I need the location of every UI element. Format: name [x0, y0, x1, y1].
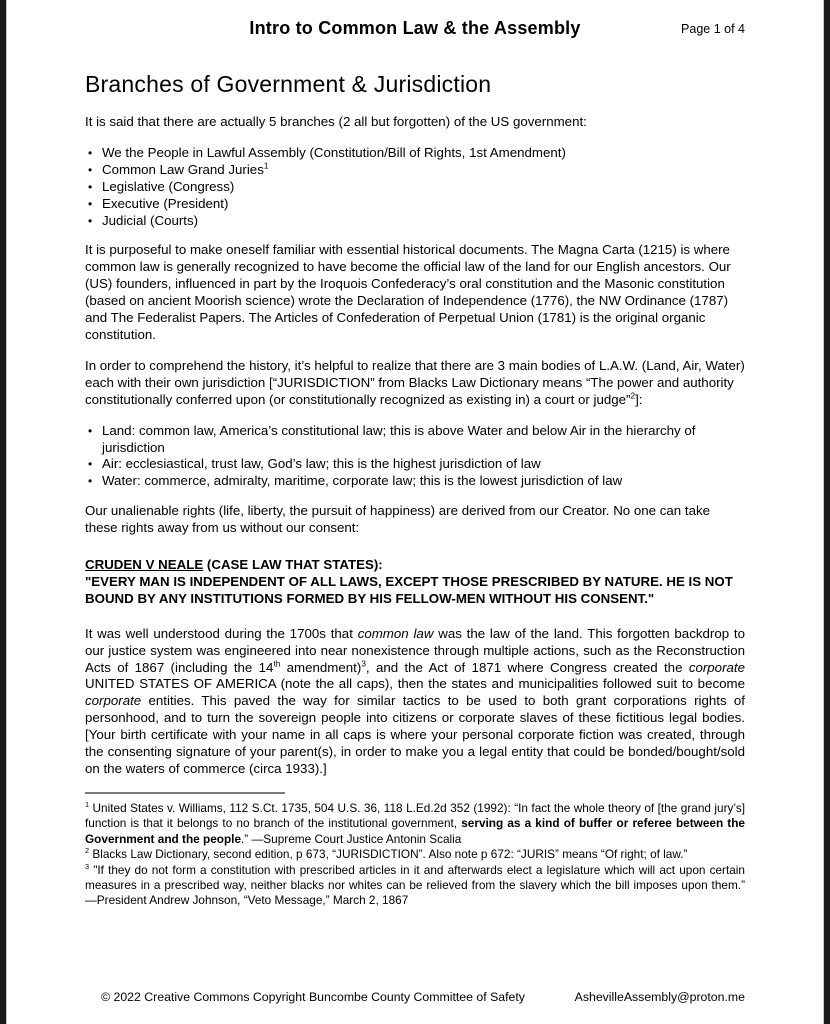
rights-paragraph: Our unalienable rights (life, liberty, the pursuit of happiness) are derived from our Creator. No one can take these rights away from us without our consent:	[85, 503, 711, 536]
list-item-branch: • Executive (President)	[85, 196, 745, 213]
document-footer	[101, 990, 745, 1004]
list-item-branch: • We the People in Lawful Assembly (Constitution/Bill of Rights, 1st Amendment)	[85, 145, 745, 162]
footnote-3: $^3$ "If they do not form a constitution with prescribed articles in it and afterwards elect a legislature which will act upon certain measures in a prescribed way, neither blacks nor whites can be relieved from the slavery which the bill imposes upon them.” —President Andrew Johnson, “Veto Message,” March 2, 1867	[85, 861, 745, 908]
list-item-branch: • Judicial (Courts)	[85, 213, 745, 230]
list-item-water: • Water: commerce, admiralty, maritime, corporate law; this is the lowest jurisdiction of law	[85, 473, 745, 490]
page-indicator: Page 1 of 4	[681, 22, 745, 36]
document-header	[85, 18, 745, 39]
common-law-1700s-paragraph: It was well understood during the 1700s that common law was the law of the land. This forgotten backdrop to our justice system was engineered into near nonexistence through multiple actions, such as the Reconstruction Acts of 1867 (including the 14th amendment)$^3$, and the Act of 1871 where Congress created the corporate UNITED STATES OF AMERICA (note the all caps), then the states and municipalities followed suit to become corporate entities. This paved the way for similar tactics to be used to both grant corporations rights of personhood, and to turn the sovereign people into citizens or corporate slaves of these fictitious legal bodies. [Your birth certificate with your name in all caps is where your personal corporate fiction was created, through the consenting signature of your parent(s), in order to make you a legal entity that could be bonded/bought/sold on the waters of commerce (circa 1933).]	[85, 625, 745, 776]
history-paragraph: It is purposeful to make oneself familiar with essential historical documents. The Magna Carta (1215) is where common law is generally recognized to have become the official law of the land for our English ancestors. Our (US) founders, influenced in part by the Iroquois Confederacy’s oral constitution and the Masonic constitution (based on ancient Moorish science) wrote the Declaration of Independence (1776), the NW Ordinance (1787) and The Federalist Papers. The Articles of Confederation of Perpetual Union (1781) is the original organic constitution.	[85, 242, 731, 342]
page-content	[7, 0, 823, 909]
case-law-heading: CRUDEN V NEALE (CASE LAW THAT STATES):	[85, 557, 383, 573]
footnote-2: $^2$ Blacks Law Dictionary, second edition, p 673, “JURISDICTION”. Also note p 672: “JURIS” means “Of right; of law.”	[85, 846, 688, 862]
case-law-block	[85, 557, 745, 608]
footnote-separator	[85, 792, 285, 794]
branches-list	[85, 145, 745, 230]
list-item-air: • Air: ecclesiastical, trust law, God’s law; this is the highest jurisdiction of law	[85, 456, 745, 473]
list-item-branch: • Legislative (Congress)	[85, 179, 745, 196]
list-item-land: • Land: common law, America’s constitutional law; this is above Water and below Air in the hierarchy of jurisdiction	[85, 423, 745, 457]
section-heading: Branches of Government & Jurisdiction	[85, 71, 492, 97]
law-bodies-paragraph: In order to comprehend the history, it’s helpful to realize that there are 3 main bodies of L.A.W. (Land, Air, Water) each with their own jurisdiction [“JURISDICTION” from Blacks Law Dictionary means “The power and authority constitutionally conferred upon (or constitutionally recognized as existing in) a court or judge”$^2$]:	[85, 357, 745, 407]
document-title: Intro to Common Law & the Assembly	[249, 18, 581, 38]
intro-paragraph: It is said that there are actually 5 branches (2 all but forgotten) of the US government:	[85, 114, 587, 129]
case-law-quote: "EVERY MAN IS INDEPENDENT OF ALL LAWS, EXCEPT THOSE PRESCRIBED BY NATURE. HE IS NOT BOUND BY ANY INSTITUTIONS FORMED BY HIS FELLOW-MEN WITHOUT HIS CONSENT."	[85, 573, 733, 606]
law-jurisdiction-list	[85, 423, 745, 491]
footnote-1: $^1$ United States v. Williams, 112 S.Ct. 1735, 504 U.S. 36, 118 L.Ed.2d 352 (1992): “In fact the whole theory of [the grand jury’s] function is that it belongs to no branch of the institutional government, serving as a kind of buffer or referee between the Government and the people.” —Supreme Court Justice Antonin Scalia	[85, 799, 745, 846]
list-item-branch: • Common Law Grand Juries$^1$	[85, 162, 745, 179]
footer-email: AshevilleAssembly@proton.me	[574, 990, 745, 1004]
document-page	[6, 0, 824, 1024]
footer-copyright: © 2022 Creative Commons Copyright Buncombe County Committee of Safety	[101, 990, 525, 1004]
